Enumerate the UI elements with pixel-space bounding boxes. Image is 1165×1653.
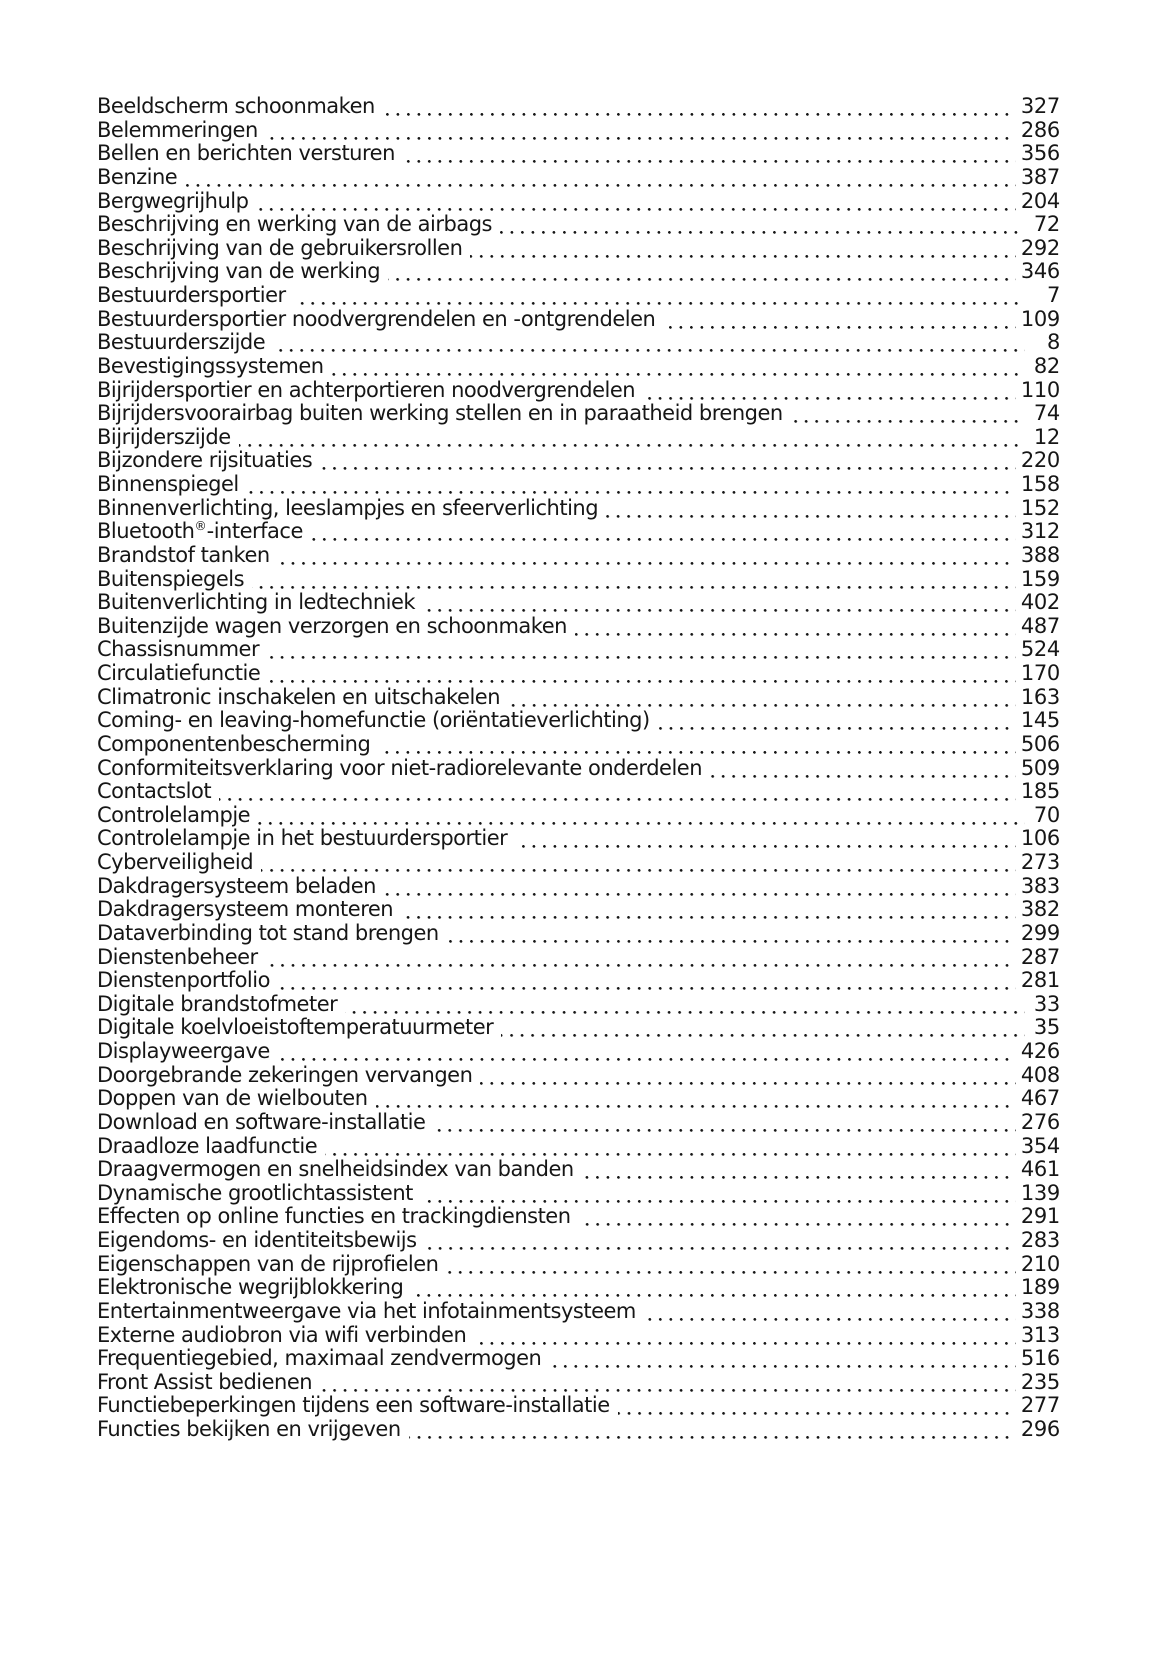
index-entry-page-number: 235 — [1020, 1369, 1060, 1394]
index-entry — [97, 922, 1060, 946]
index-entry — [97, 1182, 1060, 1206]
index-entry — [97, 851, 1060, 875]
index-entry-label: Entertainmentweergave via het infotainmentsysteem — [97, 1298, 636, 1323]
dot-leader — [515, 827, 1016, 848]
index-entry-label: Benzine — [97, 164, 178, 189]
index-entry-page-number: 516 — [1020, 1346, 1060, 1371]
index-entry — [97, 615, 1060, 639]
dot-leader — [278, 544, 1016, 565]
index-entry-page-number: 287 — [1020, 944, 1060, 969]
index-entry-label: Bellen en berichten versturen — [97, 141, 395, 166]
index-entry-label: Bestuurderszijde — [97, 330, 266, 355]
index-entry — [97, 1418, 1060, 1442]
index-entry — [97, 946, 1060, 970]
dot-leader — [325, 1135, 1016, 1156]
index-entry — [97, 449, 1060, 473]
index-entry-label: Doorgebrande zekeringen vervangen — [97, 1062, 473, 1087]
index-entry — [97, 1253, 1060, 1277]
index-entry-page-number: 467 — [1020, 1086, 1060, 1111]
dot-leader — [411, 1276, 1015, 1297]
dot-leader — [606, 497, 1016, 518]
index-entry-label: Dataverbinding tot stand brengen — [97, 920, 439, 945]
dot-leader — [658, 709, 1016, 730]
index-entry-label: Effecten op online functies en trackingdiensten — [97, 1204, 571, 1229]
index-entry-page-number: 82 — [1033, 353, 1060, 378]
index-entry-label: Elektronische wegrijblokkering — [97, 1275, 404, 1300]
index-entry-label: Bestuurdersportier noodvergrendelen en -ontgrendelen — [97, 306, 656, 331]
index-entry — [97, 237, 1060, 261]
index-entry-page-number: 273 — [1020, 850, 1060, 874]
dot-leader — [320, 449, 1016, 470]
dot-leader — [423, 591, 1016, 612]
index-entry — [97, 1111, 1060, 1135]
dot-leader — [256, 190, 1015, 211]
index-entry-page-number: 185 — [1020, 779, 1060, 804]
index-entry-label: Controlelampje — [97, 802, 251, 827]
index-entry-label: Bluetooth®-interface — [97, 519, 303, 544]
index-entry-label: Climatronic inschakelen en uitschakelen — [97, 684, 501, 709]
dot-leader — [320, 1371, 1016, 1392]
index-entry-label: Dienstenportfolio — [97, 968, 270, 993]
index-entry — [97, 1276, 1060, 1300]
index-entry-page-number: 356 — [1020, 141, 1060, 166]
index-entry-label: Controlelampje in het bestuurdersportier — [97, 826, 508, 851]
dot-leader — [383, 95, 1016, 116]
index-entry-page-number: 313 — [1020, 1322, 1060, 1347]
dot-leader — [663, 308, 1016, 329]
index-entry-label: Bijrijdersvoorairbag buiten werking stellen en in paraatheid brengen — [97, 401, 783, 426]
index-entry-label: Buitenzijde wagen verzorgen en schoonmaken — [97, 613, 567, 638]
index-entry-label: Bestuurdersportier — [97, 283, 286, 307]
index-entry-page-number: 524 — [1020, 637, 1060, 662]
index-entry-label: Front Assist bedienen — [97, 1369, 313, 1394]
index-entry-label: Beschrijving van de werking — [97, 259, 381, 284]
dot-leader — [268, 662, 1016, 683]
index-entry-label: Functiebeperkingen tijdens een software-installatie — [97, 1393, 610, 1418]
index-entry — [97, 733, 1060, 757]
index-entry — [97, 1064, 1060, 1088]
dot-leader — [185, 166, 1016, 187]
index-entry-page-number: 110 — [1020, 377, 1060, 402]
index-entry — [97, 497, 1060, 521]
index-entry-label: Bijzondere rijsituaties — [97, 448, 313, 473]
index-entry — [97, 686, 1060, 710]
dot-leader — [345, 993, 1025, 1014]
index-entry-label: Externe audiobron via wifi verbinden — [97, 1322, 467, 1347]
index-entry — [97, 142, 1060, 166]
index-entry-label: Brandstof tanken — [97, 542, 270, 567]
index-entry — [97, 757, 1060, 781]
dot-leader — [618, 1394, 1016, 1415]
index-entry — [97, 993, 1060, 1017]
index-entry-label: Bergwegrijhulp — [97, 188, 249, 213]
index-entry-label: Binnenverlichting, leeslampjes en sfeerverlichting — [97, 495, 599, 520]
index-entry-page-number: 354 — [1020, 1133, 1060, 1158]
index-entry — [97, 190, 1060, 214]
index-entry-label: Eigendoms- en identiteitsbewijs — [97, 1228, 417, 1252]
index-entry-page-number: 286 — [1020, 117, 1060, 142]
index-entry — [97, 1135, 1060, 1159]
dot-leader — [433, 1111, 1015, 1132]
index-entry — [97, 308, 1060, 332]
dot-leader — [378, 733, 1016, 754]
index-entry — [97, 379, 1060, 403]
index-entry-page-number: 402 — [1020, 590, 1060, 615]
index-entry-label: Conformiteitsverklaring voor niet-radiorelevante onderdelen — [97, 755, 703, 780]
index-entry-label: Dynamische grootlichtassistent — [97, 1180, 413, 1205]
index-entry-page-number: 382 — [1020, 897, 1060, 922]
index-entry-label: Draadloze laadfunctie — [97, 1133, 318, 1158]
index-entry-label: Bijrijderszijde — [97, 424, 231, 449]
index-entry-label: Digitale brandstofmeter — [97, 991, 338, 1016]
dot-leader — [401, 898, 1016, 919]
index-entry-page-number: 276 — [1020, 1109, 1060, 1134]
index-entry-label: Download en software-installatie — [97, 1109, 426, 1134]
index-entry — [97, 1324, 1060, 1348]
index-entry-page-number: 33 — [1033, 991, 1060, 1016]
index-entry-page-number: 189 — [1020, 1275, 1060, 1300]
index-entry-label: Beschrijving van de gebruikersrollen — [97, 235, 463, 260]
index-entry-page-number: 145 — [1020, 708, 1060, 733]
index-entry-page-number: 509 — [1020, 755, 1060, 780]
index-entry-page-number: 152 — [1020, 495, 1060, 520]
index-entry-page-number: 277 — [1020, 1393, 1060, 1418]
index-entry — [97, 544, 1060, 568]
dot-leader — [258, 804, 1025, 825]
index-entry — [97, 331, 1060, 355]
index-entry-label: Displayweergave — [97, 1039, 270, 1063]
index-entry-label: Chassisnummer — [97, 637, 260, 662]
dot-leader — [403, 142, 1016, 163]
dot-leader — [446, 1253, 1015, 1274]
index-entry — [97, 568, 1060, 592]
dot-leader — [508, 686, 1016, 707]
dot-leader — [388, 260, 1016, 281]
dot-leader — [266, 119, 1016, 140]
dot-leader — [710, 757, 1016, 778]
index-entry — [97, 662, 1060, 686]
index-entry-label: Doppen van de wielbouten — [97, 1086, 368, 1111]
index-entry-page-number: 291 — [1020, 1204, 1060, 1229]
index-entry-label: Binnenspiegel — [97, 472, 239, 496]
index-entry-page-number: 8 — [1046, 330, 1060, 355]
index-entry — [97, 213, 1060, 237]
index-entry-label: Contactslot — [97, 779, 212, 804]
index-entry-page-number: 387 — [1020, 164, 1060, 189]
index-entry-label: Draagvermogen en snelheidsindex van banden — [97, 1157, 574, 1182]
dot-leader — [294, 284, 1025, 305]
index-entry-label: Functies bekijken en vrijgeven — [97, 1417, 401, 1441]
index-entry — [97, 1205, 1060, 1229]
dot-leader — [470, 237, 1015, 258]
index-entry — [97, 804, 1060, 828]
index-entry — [97, 284, 1060, 308]
index-entry — [97, 1158, 1060, 1182]
dot-leader — [278, 969, 1016, 990]
index-entry-page-number: 109 — [1020, 306, 1060, 331]
dot-leader — [278, 1040, 1016, 1061]
index-entry-page-number: 74 — [1033, 401, 1060, 426]
index-entry-page-number: 292 — [1020, 235, 1060, 260]
index-entry-page-number: 170 — [1020, 661, 1060, 685]
index-entry-page-number: 299 — [1020, 920, 1060, 945]
index-entry-page-number: 426 — [1020, 1039, 1060, 1063]
index-entry-page-number: 210 — [1020, 1251, 1060, 1276]
dot-leader — [266, 946, 1016, 967]
index-entry-page-number: 461 — [1020, 1157, 1060, 1182]
index-entry — [97, 166, 1060, 190]
index-entry-page-number: 388 — [1020, 542, 1060, 567]
index-entry — [97, 969, 1060, 993]
index-entry-label: Componentenbescherming — [97, 731, 371, 756]
dot-leader — [500, 213, 1025, 234]
index-entry — [97, 426, 1060, 450]
dot-leader — [376, 1087, 1016, 1108]
dot-leader — [582, 1158, 1016, 1179]
index-entry-page-number: 220 — [1020, 448, 1060, 473]
dot-leader — [261, 851, 1016, 872]
index-entry-label: Dakdragersysteem beladen — [97, 873, 376, 898]
index-entry — [97, 260, 1060, 284]
index-entry — [97, 780, 1060, 804]
dot-leader — [311, 520, 1016, 541]
index-entry-page-number: 163 — [1020, 684, 1060, 709]
index-entry-label: Buitenspiegels — [97, 566, 245, 591]
dot-leader — [332, 355, 1025, 376]
index-entry — [97, 1087, 1060, 1111]
index-entry-label: Bijrijdersportier en achterportieren noodvergrendelen — [97, 377, 636, 402]
dot-leader — [480, 1064, 1015, 1085]
index-entry — [97, 591, 1060, 615]
dot-leader — [267, 638, 1016, 659]
index-entry-page-number: 338 — [1020, 1298, 1060, 1323]
dot-leader — [501, 1016, 1025, 1037]
index-entry — [97, 355, 1060, 379]
index-entry-label: Buitenverlichting in ledtechniek — [97, 590, 416, 615]
index-entry-page-number: 346 — [1020, 259, 1060, 284]
index-entry-label: Beeldscherm schoonmaken — [97, 94, 375, 118]
dot-leader — [643, 379, 1016, 400]
index-entry-page-number: 312 — [1020, 519, 1060, 544]
index-list — [97, 95, 1060, 1442]
dot-leader — [575, 615, 1016, 636]
index-entry-label: Dienstenbeheer — [97, 944, 258, 969]
dot-leader — [273, 331, 1025, 352]
index-entry-page-number: 72 — [1033, 212, 1060, 237]
index-entry — [97, 1394, 1060, 1418]
index-entry-page-number: 7 — [1046, 283, 1060, 307]
index-entry — [97, 95, 1060, 119]
index-entry-label: Digitale koelvloeistoftemperatuurmeter — [97, 1015, 494, 1040]
index-entry-page-number: 408 — [1020, 1062, 1060, 1087]
index-entry — [97, 709, 1060, 733]
index-entry — [97, 119, 1060, 143]
index-entry-page-number: 327 — [1020, 94, 1060, 118]
index-entry — [97, 520, 1060, 544]
dot-leader — [425, 1229, 1016, 1250]
index-entry — [97, 1347, 1060, 1371]
dot-leader — [579, 1205, 1016, 1226]
index-entry-label: Beschrijving en werking van de airbags — [97, 212, 492, 237]
dot-leader — [447, 922, 1016, 943]
index-entry-page-number: 159 — [1020, 566, 1060, 591]
dot-leader — [247, 473, 1016, 494]
index-entry-page-number: 283 — [1020, 1228, 1060, 1252]
index-entry — [97, 1016, 1060, 1040]
dot-leader — [421, 1182, 1016, 1203]
index-entry — [97, 638, 1060, 662]
index-entry-label: Belemmeringen — [97, 117, 258, 142]
dot-leader — [219, 780, 1016, 801]
index-entry — [97, 473, 1060, 497]
index-entry — [97, 875, 1060, 899]
index-entry-page-number: 296 — [1020, 1417, 1060, 1441]
dot-leader — [384, 875, 1016, 896]
dot-leader — [474, 1324, 1016, 1345]
index-entry-label: Eigenschappen van de rijprofielen — [97, 1251, 439, 1276]
dot-leader — [252, 568, 1016, 589]
index-entry-page-number: 139 — [1020, 1180, 1060, 1205]
dot-leader — [239, 426, 1025, 447]
index-entry — [97, 402, 1060, 426]
index-entry — [97, 1040, 1060, 1064]
index-entry-page-number: 506 — [1020, 731, 1060, 756]
dot-leader — [644, 1300, 1016, 1321]
index-entry — [97, 1371, 1060, 1395]
index-entry-label: Cyberveiligheid — [97, 850, 254, 874]
index-entry-page-number: 281 — [1020, 968, 1060, 993]
index-entry-label: Bevestigingssystemen — [97, 353, 324, 378]
index-entry-page-number: 106 — [1020, 826, 1060, 851]
index-entry-page-number: 204 — [1020, 188, 1060, 213]
index-entry-label: Dakdragersysteem monteren — [97, 897, 394, 922]
index-entry-label: Coming- en leaving-homefunctie (oriëntatieverlichting) — [97, 708, 650, 733]
dot-leader — [409, 1418, 1016, 1439]
dot-leader — [549, 1347, 1015, 1368]
index-entry — [97, 827, 1060, 851]
index-entry-page-number: 383 — [1020, 873, 1060, 898]
index-entry-page-number: 487 — [1020, 613, 1060, 638]
index-entry-page-number: 70 — [1033, 802, 1060, 827]
index-entry — [97, 1300, 1060, 1324]
index-entry-label: Frequentiegebied, maximaal zendvermogen — [97, 1346, 542, 1371]
index-entry-page-number: 35 — [1033, 1015, 1060, 1040]
index-entry — [97, 1229, 1060, 1253]
index-entry-page-number: 12 — [1033, 424, 1060, 449]
dot-leader — [791, 402, 1025, 423]
index-entry — [97, 898, 1060, 922]
index-entry-label: Circulatiefunctie — [97, 661, 261, 685]
index-entry-page-number: 158 — [1020, 472, 1060, 496]
